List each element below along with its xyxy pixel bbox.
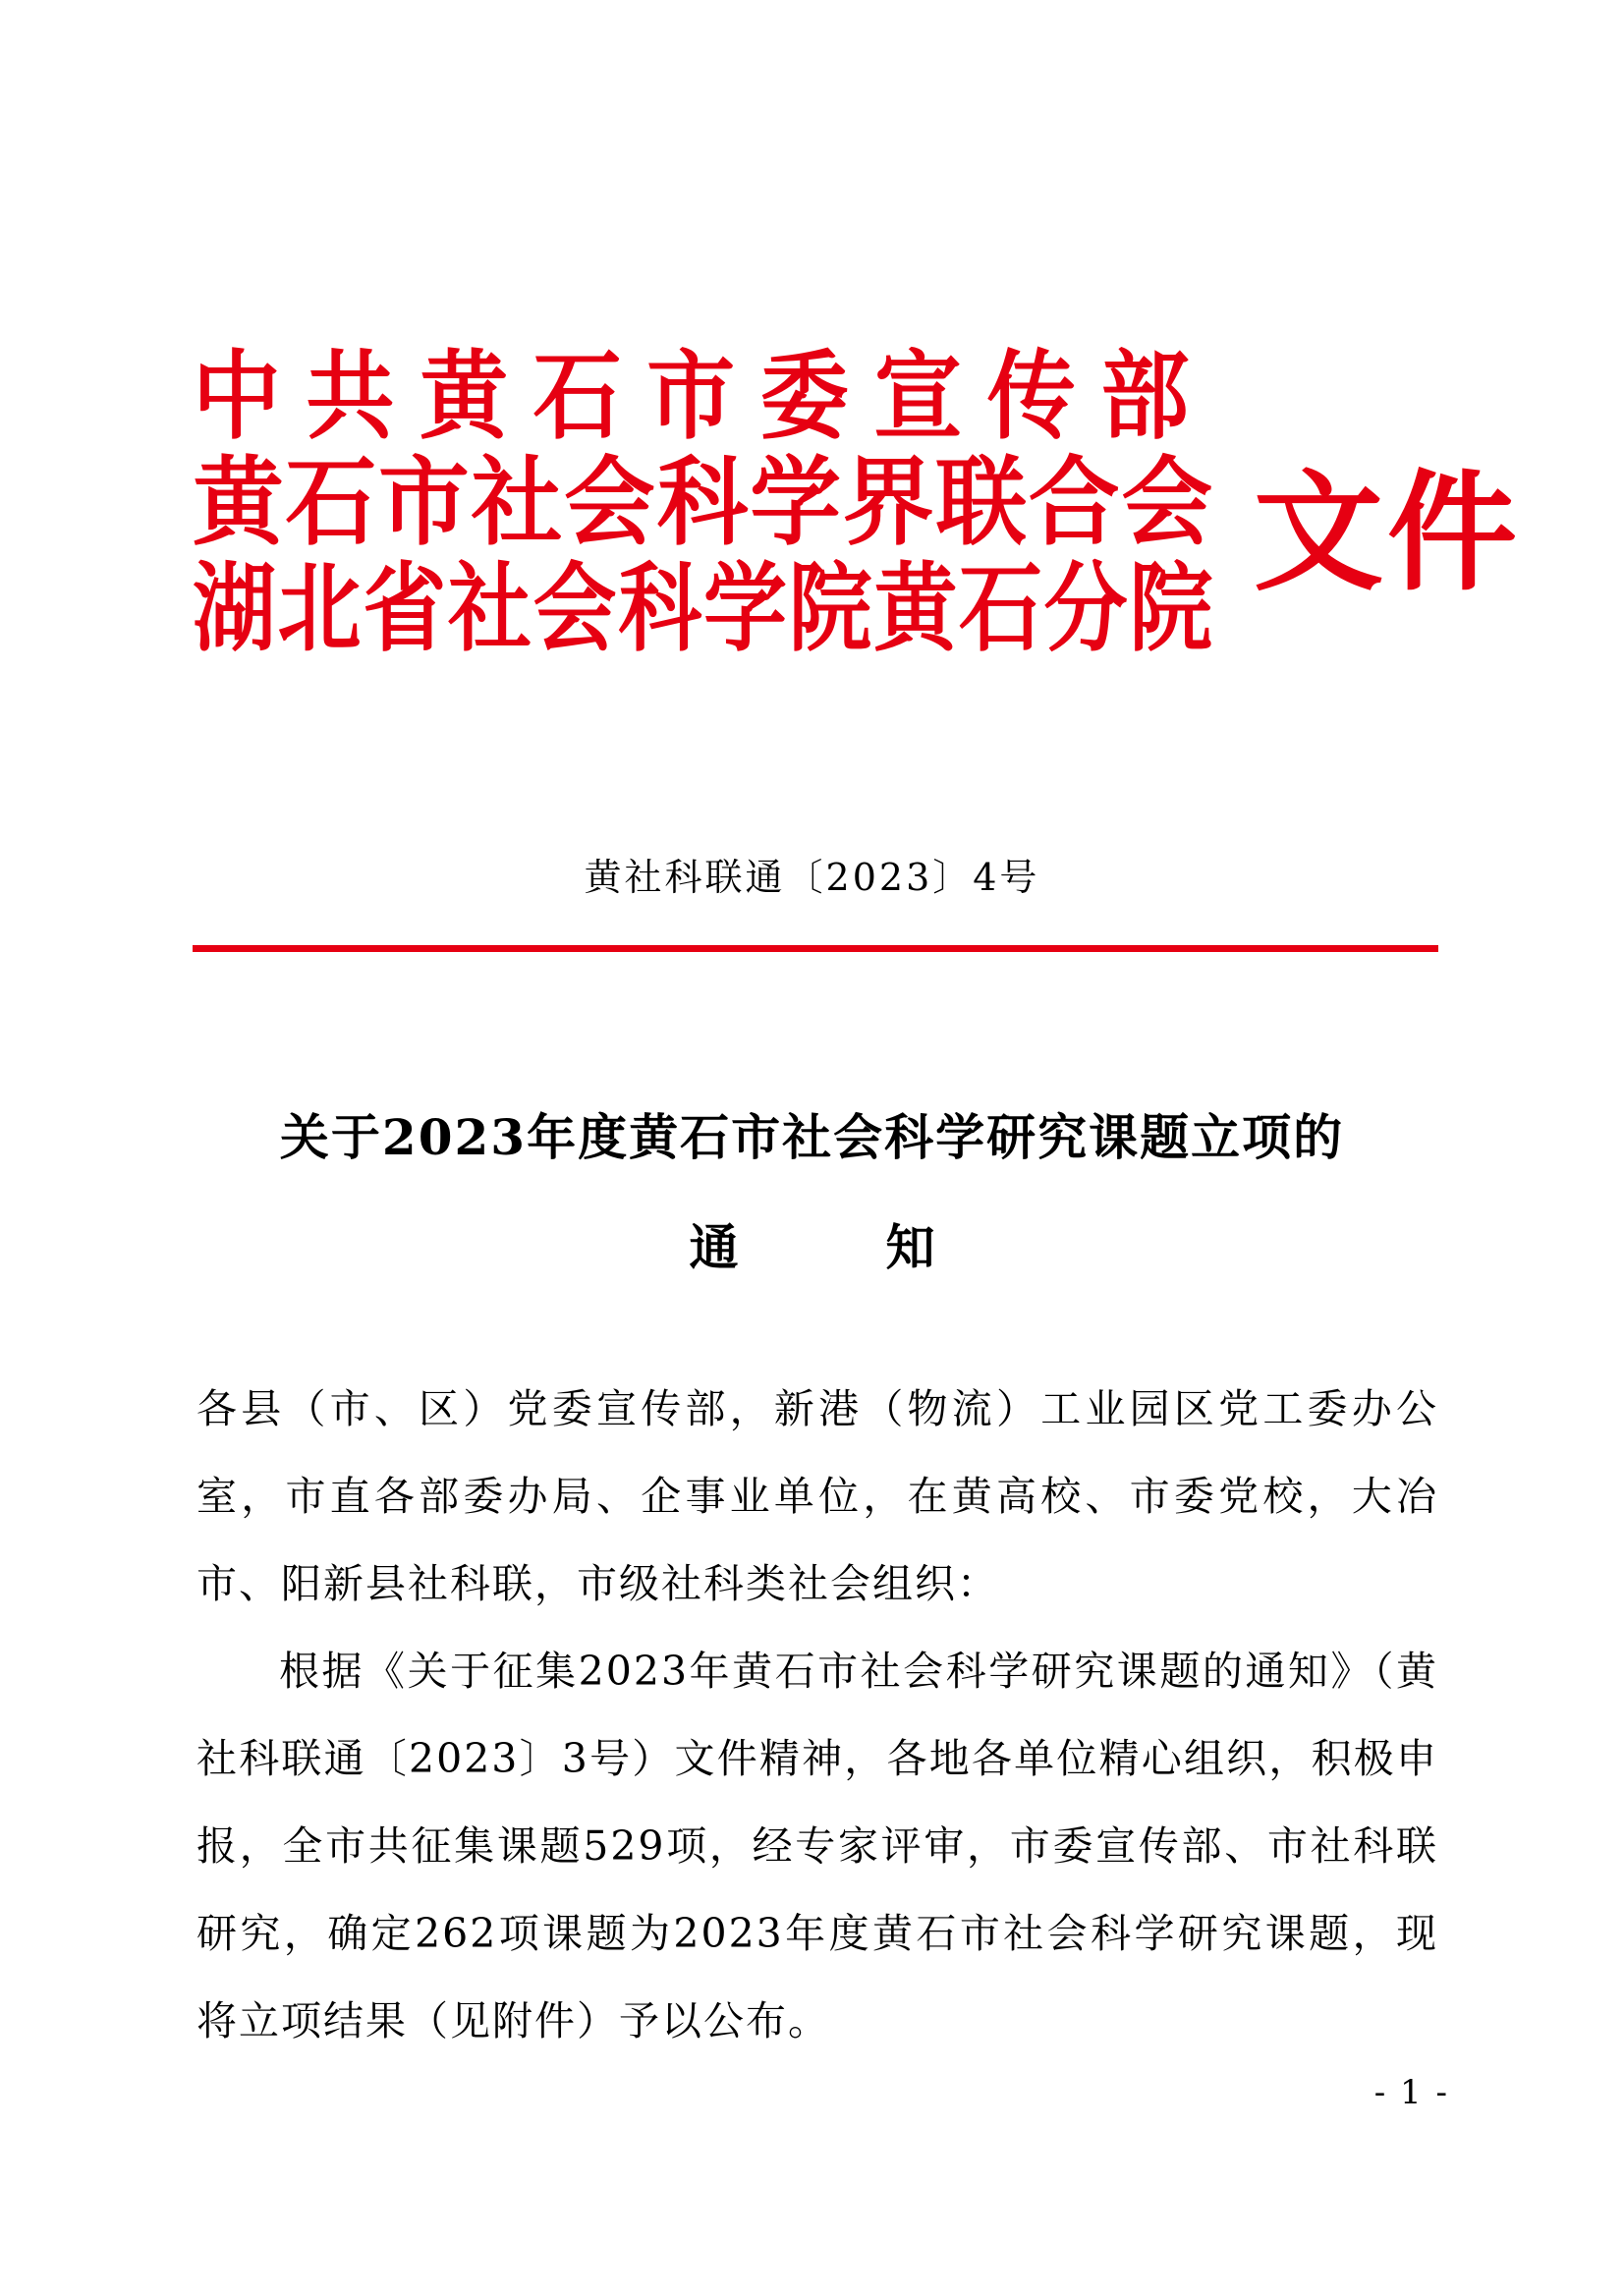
red-divider-line — [193, 945, 1438, 952]
org-line-social-science-federation: 黄石市社会科学界联合会 — [193, 447, 1215, 559]
org-line-propaganda-dept: 中共黄石市委宣传部 — [193, 341, 1215, 453]
red-masthead — [193, 341, 1521, 717]
salutation: 各县（市、区）党委宣传部，新港（物流）工业园区党工委办公室，市直各部委办局、企事业单位，在黄高校、市委党校，大冶市、阳新县社科联，市级社科类社会组织： — [196, 1385, 1438, 1607]
notice-title-word: 通知 — [689, 1218, 1083, 1276]
document-suffix: 文件 — [1254, 458, 1521, 609]
org-line-academy-branch: 湖北省社会科学院黄石分院 — [193, 553, 1215, 665]
notice-title: 关于2023年度黄石市社会科学研究课题立项的 — [279, 1108, 1345, 1166]
body-paragraph: 根据《关于征集2023年黄石市社会科学研究课题的通知》（黄社科联通〔2023〕3号）文件精神，各地各单位精心组织，积极申报，全市共征集课题529项，经专家评审，市委宣传部、市社科联研究，确定262项课题为2023年度黄石市社会科学研究课题，现将立项结果（见附件）予以公布。 — [196, 1648, 1438, 2044]
notice-body — [196, 1366, 1438, 2065]
page-number: - 1 - — [1373, 2073, 1449, 2112]
issuing-organizations — [193, 341, 1234, 665]
document-number: 黄社科联通〔2023〕4号 — [584, 856, 1040, 899]
